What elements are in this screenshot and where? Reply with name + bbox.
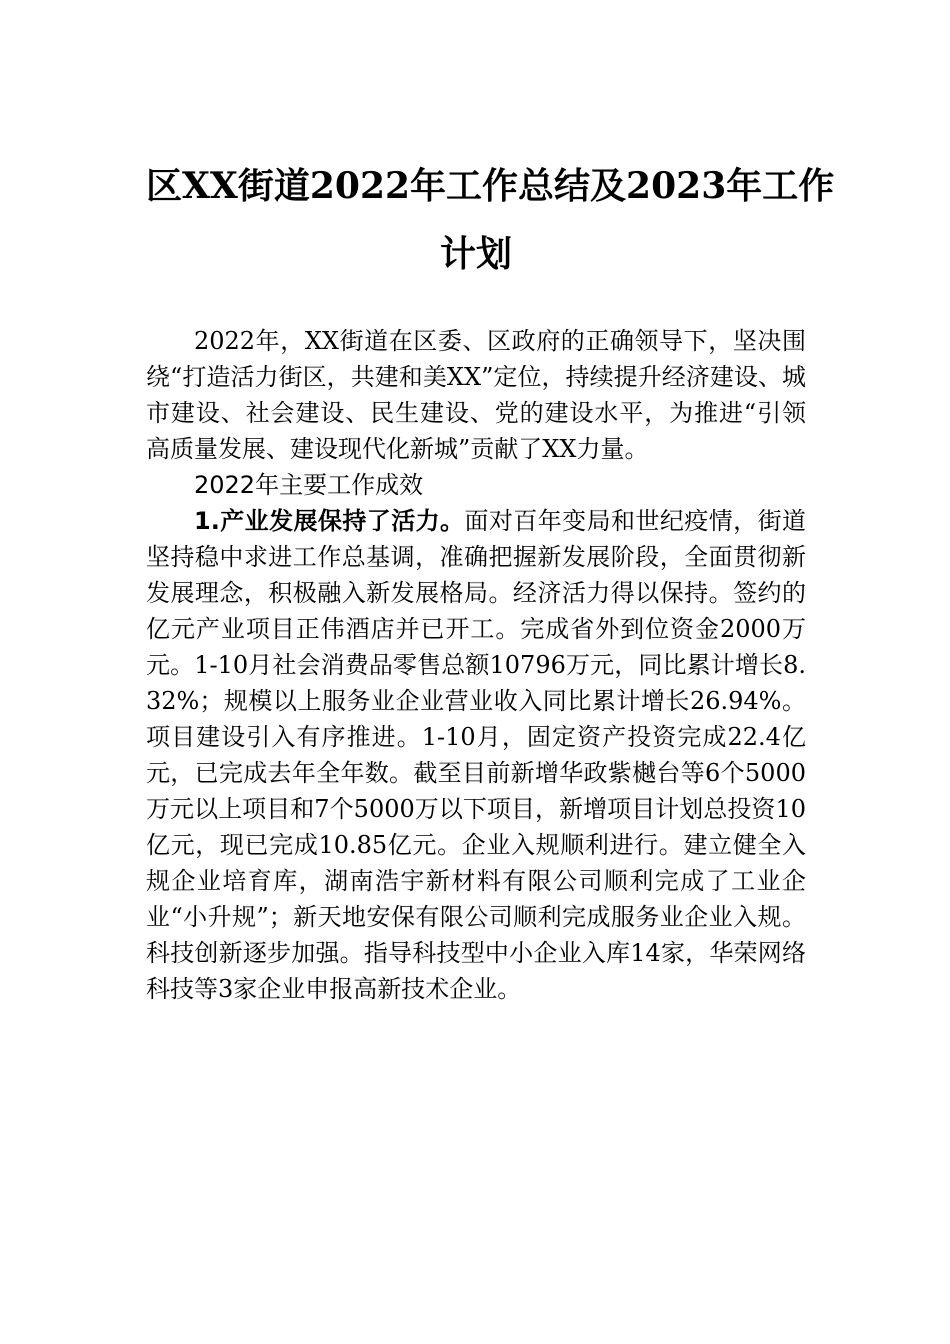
intro-paragraph: 2022年，XX街道在区委、区政府的正确领导下，坚决围绕“打造活力街区，共建和美XX”定位，持续提升经济建设、城市建设、社会建设、民生建设、党的建设水平，为推进“引领高质量发展、建设现代化新城”贡献了XX力量。 (146, 327, 806, 463)
document-body (146, 323, 806, 1007)
item-1-paragraph (146, 503, 806, 1007)
item-1-lead: 1.产业发展保持了活力。 (194, 507, 465, 535)
title-line-1: 区XX街道2022年工作总结及2023年工作 (146, 165, 835, 207)
document-title (146, 152, 835, 288)
title-line-2: 计划 (439, 233, 512, 275)
section-heading: 2022年主要工作成效 (194, 471, 424, 499)
item-1-body: 面对百年变局和世纪疫情，街道坚持稳中求进工作总基调，准确把握新发展阶段，全面贯彻新发展理念，积极融入新发展格局。经济活力得以保持。签约的亿元产业项目正伟酒店并已开工。完成省外到位资金2000万元。1-10月社会消费品零售总额10796万元，同比累计增长8.32%；规模以上服务业企业营业收入同比累计增长26.94%。项目建设引入有序推进。1-10月，固定资产投资完成22.4亿元，已完成去年全年数。截至目前新增华政紫樾台等6个5000万元以上项目和7个5000万以下项目，新增项目计划总投资10亿元，现已完成10.85亿元。企业入规顺利进行。建立健全入规企业培育库，湖南浩宇新材料有限公司顺利完成了工业企业“小升规”；新天地安保有限公司顺利完成服务业企业入规。科技创新逐步加强。指导科技型中小企业入库14家，华荣网络科技等3家企业申报高新技术企业。 (146, 507, 806, 1003)
